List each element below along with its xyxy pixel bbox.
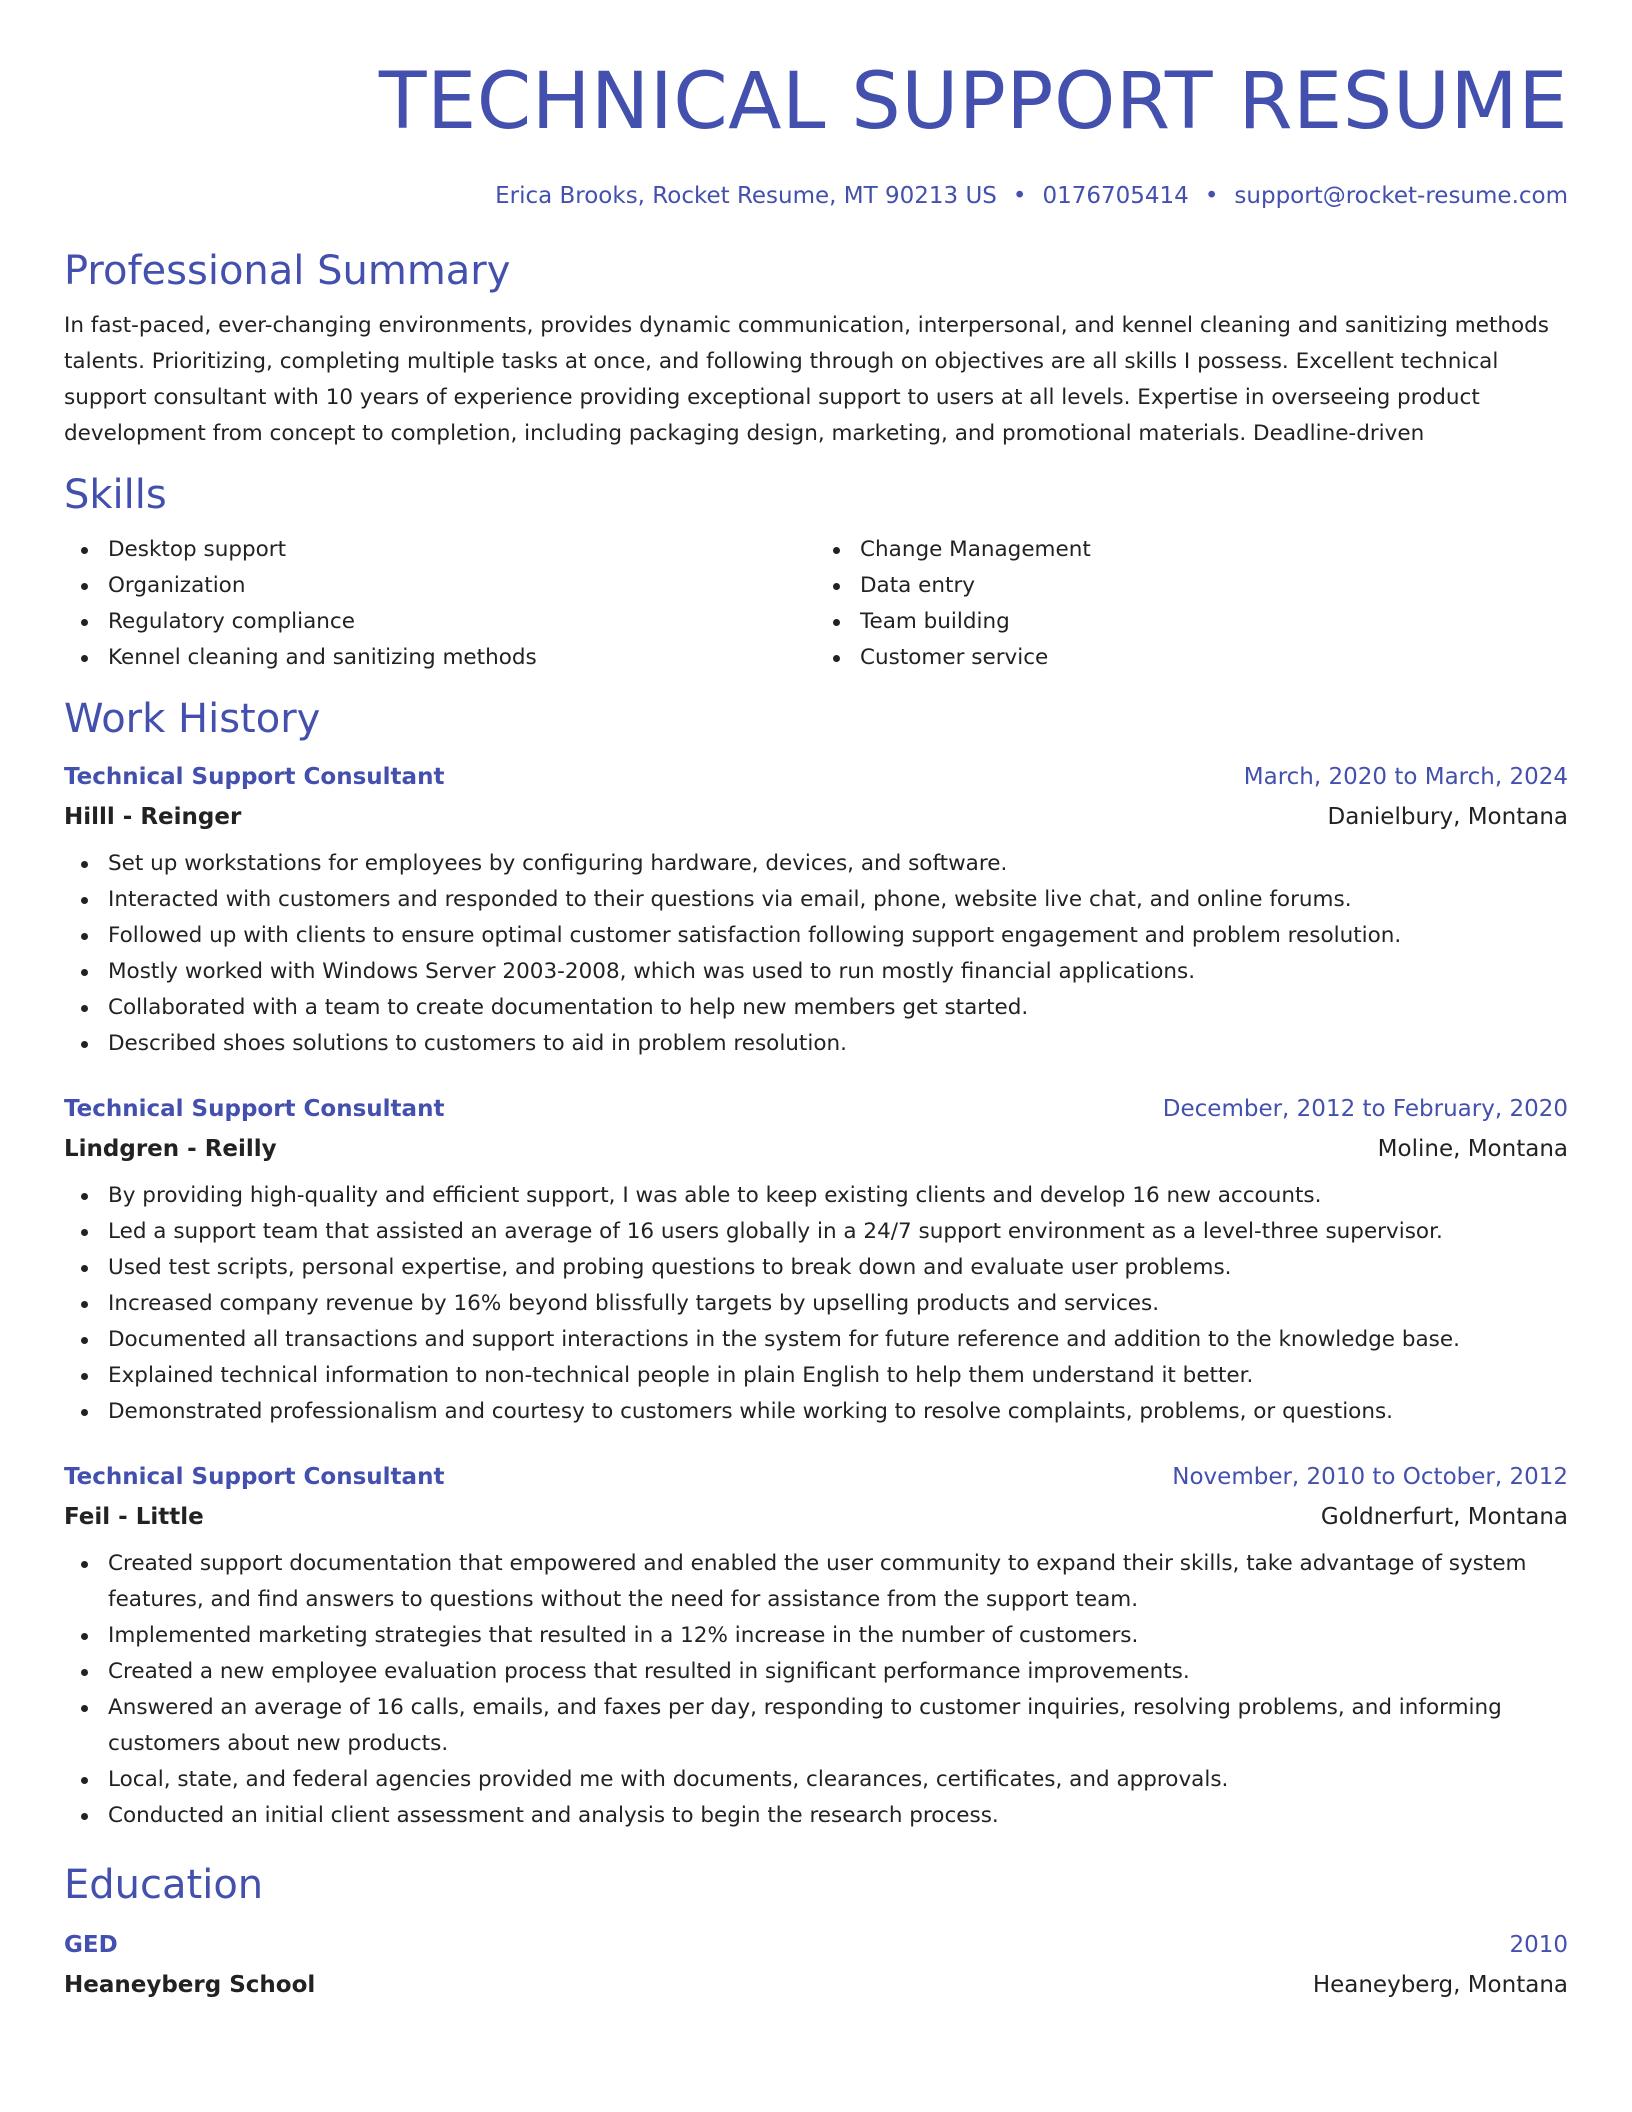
summary-heading: Professional Summary bbox=[64, 248, 511, 294]
work-section bbox=[64, 694, 1568, 1834]
contact-line bbox=[64, 180, 1568, 212]
summary-text: In fast-paced, ever-changing environments, provides dynamic communication, interpersonal, and kennel cleaning and sanitizing methods talents. Prioritizing, completing multiple tasks at once, and following through on objectives are all skills I possess. Excellent technical support consultant with 10 years of experience providing exceptional support to users at all levels. Expertise in overseeing product development from concept to completion, including packaging design, marketing, and promotional materials. Deadline-driven bbox=[64, 313, 1550, 446]
summary-section bbox=[64, 246, 1568, 452]
skills-list-left bbox=[64, 532, 816, 676]
contact-address: Erica Brooks, Rocket Resume, MT 90213 US bbox=[495, 183, 997, 209]
skill-item: Team building bbox=[860, 604, 1568, 640]
job-bullet: Local, state, and federal agencies provided me with documents, clearances, certificates, and approvals. bbox=[108, 1762, 1568, 1798]
education-school: Heaneyberg School bbox=[64, 1972, 316, 1998]
job-subheader bbox=[64, 800, 1568, 834]
skill-item: Desktop support bbox=[108, 532, 816, 568]
job-entry bbox=[64, 1092, 1568, 1430]
job-subheader bbox=[64, 1132, 1568, 1166]
work-heading: Work History bbox=[64, 696, 321, 742]
education-header bbox=[64, 1928, 1568, 1962]
job-bullet: Documented all transactions and support interactions in the system for future reference and addition to the knowledge base. bbox=[108, 1322, 1568, 1358]
job-bullet: Led a support team that assisted an average of 16 users globally in a 24/7 support environment as a level-three supervisor. bbox=[108, 1214, 1568, 1250]
job-title: Technical Support Consultant bbox=[64, 1464, 445, 1490]
job-bullet: Described shoes solutions to customers to aid in problem resolution. bbox=[108, 1026, 1568, 1062]
job-bullet: Created support documentation that empowered and enabled the user community to expand their skills, take advantage of system features, and find answers to questions without the need for assistance from the support team. bbox=[108, 1546, 1568, 1618]
job-bullet: Followed up with clients to ensure optimal customer satisfaction following support engagement and problem resolution. bbox=[108, 918, 1568, 954]
resume-title: TECHNICAL SUPPORT RESUME bbox=[378, 57, 1568, 147]
job-entry bbox=[64, 1460, 1568, 1834]
skills-columns bbox=[64, 532, 1568, 676]
job-dates: March, 2020 to March, 2024 bbox=[1243, 764, 1568, 790]
job-location: Moline, Montana bbox=[1377, 1136, 1568, 1162]
skills-section bbox=[64, 470, 1568, 676]
education-location: Heaneyberg, Montana bbox=[1312, 1972, 1568, 1998]
skills-list-right bbox=[816, 532, 1568, 676]
job-bullet: Implemented marketing strategies that resulted in a 12% increase in the number of customers. bbox=[108, 1618, 1568, 1654]
education-degree: GED bbox=[64, 1932, 118, 1958]
job-dates: December, 2012 to February, 2020 bbox=[1162, 1096, 1568, 1122]
contact-email[interactable]: support@rocket-resume.com bbox=[1234, 183, 1568, 209]
job-bullet: Used test scripts, personal expertise, and probing questions to break down and evaluate user problems. bbox=[108, 1250, 1568, 1286]
job-company: Lindgren - Reilly bbox=[64, 1136, 277, 1162]
contact-phone[interactable]: 0176705414 bbox=[1042, 183, 1189, 209]
skill-item: Change Management bbox=[860, 532, 1568, 568]
education-section bbox=[64, 1860, 1568, 2002]
job-bullet: Collaborated with a team to create documentation to help new members get started. bbox=[108, 990, 1568, 1026]
job-location: Danielbury, Montana bbox=[1327, 804, 1568, 830]
job-bullet: Created a new employee evaluation process that resulted in significant performance improvements. bbox=[108, 1654, 1568, 1690]
job-dates: November, 2010 to October, 2012 bbox=[1172, 1464, 1568, 1490]
job-location: Goldnerfurt, Montana bbox=[1320, 1504, 1568, 1530]
skill-item: Organization bbox=[108, 568, 816, 604]
education-heading: Education bbox=[64, 1862, 264, 1908]
job-header bbox=[64, 760, 1568, 794]
job-company: Feil - Little bbox=[64, 1504, 204, 1530]
education-year: 2010 bbox=[1509, 1932, 1568, 1958]
separator-dot: • bbox=[1012, 183, 1027, 209]
skill-item: Regulatory compliance bbox=[108, 604, 816, 640]
job-title: Technical Support Consultant bbox=[64, 1096, 445, 1122]
job-bullets bbox=[64, 1178, 1568, 1430]
job-bullet: Set up workstations for employees by configuring hardware, devices, and software. bbox=[108, 846, 1568, 882]
job-subheader bbox=[64, 1500, 1568, 1534]
job-header bbox=[64, 1460, 1568, 1494]
job-header bbox=[64, 1092, 1568, 1126]
job-bullet: Conducted an initial client assessment and analysis to begin the research process. bbox=[108, 1798, 1568, 1834]
job-title: Technical Support Consultant bbox=[64, 764, 445, 790]
job-bullets bbox=[64, 1546, 1568, 1834]
job-bullet: Increased company revenue by 16% beyond blissfully targets by upselling products and services. bbox=[108, 1286, 1568, 1322]
skill-item: Data entry bbox=[860, 568, 1568, 604]
job-bullet: By providing high-quality and efficient support, I was able to keep existing clients and develop 16 new accounts. bbox=[108, 1178, 1568, 1214]
job-bullet: Explained technical information to non-technical people in plain English to help them understand it better. bbox=[108, 1358, 1568, 1394]
skills-heading: Skills bbox=[64, 472, 167, 518]
education-subheader bbox=[64, 1968, 1568, 2002]
job-company: Hilll - Reinger bbox=[64, 804, 242, 830]
job-bullet: Interacted with customers and responded to their questions via email, phone, website live chat, and online forums. bbox=[108, 882, 1568, 918]
skill-item: Customer service bbox=[860, 640, 1568, 676]
job-entry bbox=[64, 760, 1568, 1062]
job-bullet: Mostly worked with Windows Server 2003-2008, which was used to run mostly financial applications. bbox=[108, 954, 1568, 990]
job-bullet: Demonstrated professionalism and courtesy to customers while working to resolve complaints, problems, or questions. bbox=[108, 1394, 1568, 1430]
skill-item: Kennel cleaning and sanitizing methods bbox=[108, 640, 816, 676]
job-bullets bbox=[64, 846, 1568, 1062]
separator-dot: • bbox=[1204, 183, 1219, 209]
job-bullet: Answered an average of 16 calls, emails, and faxes per day, responding to customer inquiries, resolving problems, and informing customers about new products. bbox=[108, 1690, 1568, 1762]
